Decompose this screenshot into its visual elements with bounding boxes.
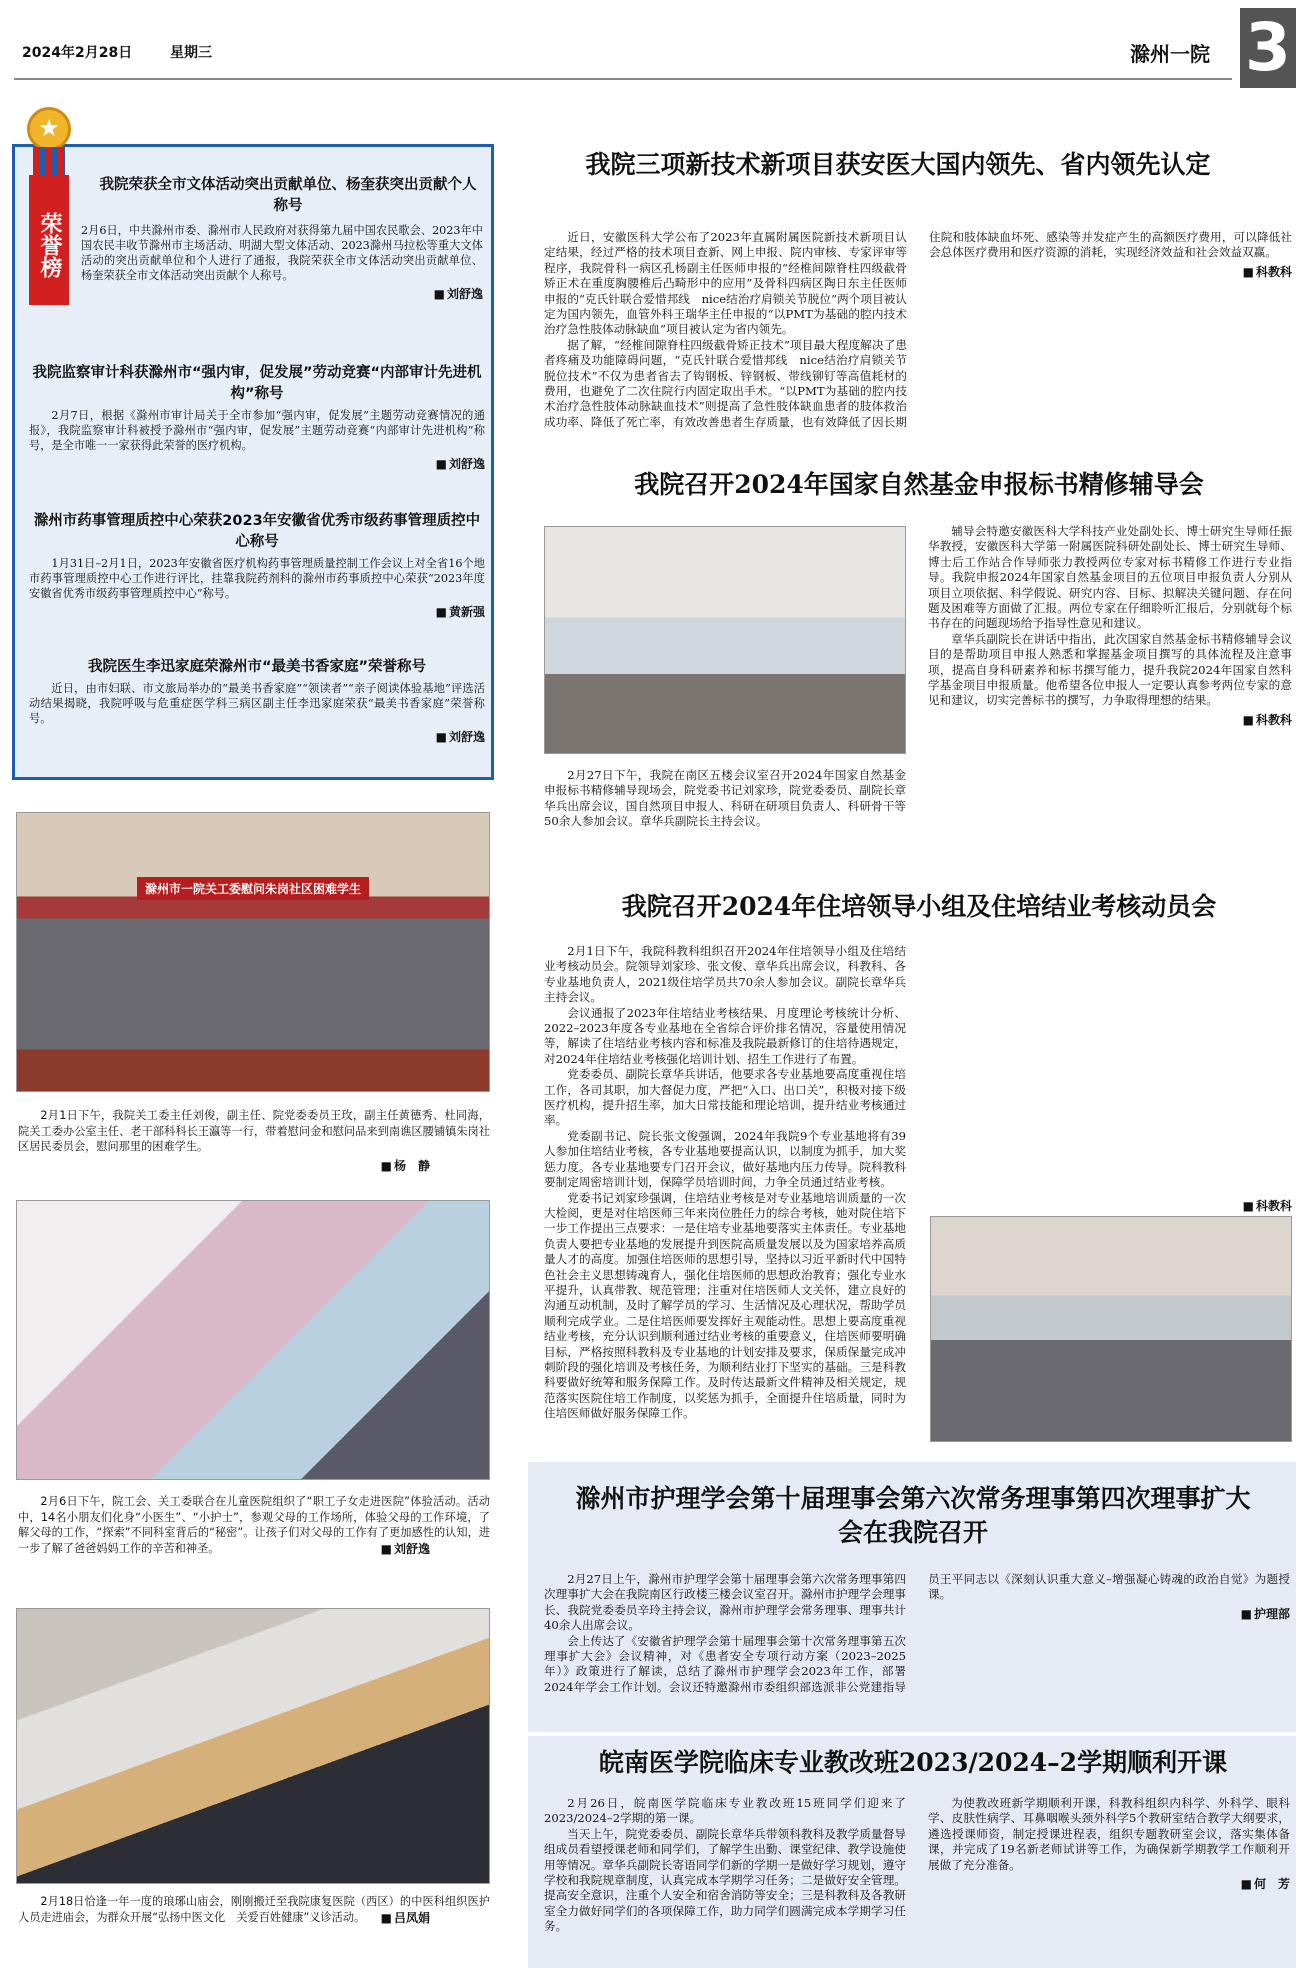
honor-item-text: 近日，由市妇联、市文旅局举办的“最美书香家庭”“领读者”“亲子阅读体验基地”评选活动结果揭晓，我院呼吸与危重症医学科三病区副主任李迅家庭荣获“最美书香家庭”荣誉称号。: [29, 682, 485, 725]
photo-caption-1: [18, 1108, 490, 1174]
photo-caption-author: ■ 刘舒逸: [18, 1540, 490, 1557]
honor-item-text: 2月6日，中共滁州市委、滁州市人民政府对获得第九届中国农民歌会、2023年中国农民丰收节滁州市主场活动、明湖大型文体活动、2023滁州马拉松等重大文体活动的突出贡献单位和个人进行了通报，我院荣获全市文体活动突出贡献单位、杨奎荣获全市文体活动突出贡献个人称号。: [81, 224, 483, 282]
article-body-training-left: [544, 944, 906, 1432]
photo-children-hospital: [16, 1200, 490, 1480]
header-rule: [14, 78, 1232, 80]
honor-item-1: [93, 175, 483, 220]
ribbon-icon: [33, 147, 65, 177]
honor-item-3: [29, 511, 485, 620]
article-body-nursing: [544, 1572, 1290, 1722]
honor-item-title: 我院荣获全市文体活动突出贡献单位、杨奎获突出贡献个人称号: [99, 177, 477, 214]
article-title-tech: 我院三项新技术新项目获安医大国内领先、省内领先认定: [585, 150, 1211, 179]
honor-item-author: ■ 刘舒逸: [29, 728, 485, 745]
honor-badge-label: 荣誉榜: [29, 175, 69, 305]
article-title-nsfc: 我院召开2024年国家自然基金申报标书精修辅导会: [634, 470, 1204, 499]
article-author: ■ 科教科: [929, 263, 1292, 280]
article-body-tech: [544, 230, 1292, 432]
article-nursing-box: [528, 1462, 1296, 1732]
photo-caption-author: ■ 吕凤娟: [18, 1909, 490, 1926]
honor-item-text: 2月7日，根据《滁州市审计局关于全市参加“强内审，促发展”主题劳动竞赛情况的通报》，我院监察审计科被授予滁州市“强内审，促发展”主题劳动竞赛“内部审计先进机构”称号，是全市唯一一家获得此荣誉的医疗机构。: [29, 409, 485, 452]
header-date: 2024年2月28日: [22, 45, 133, 61]
article-author: ■ 科教科: [928, 1197, 1292, 1214]
article-paragraph: 辅导会特邀安徽医科大学科技产业处副处长、博士研究生导师任振华教授，安徽医科大学第一附属医院科研处副处长、博士研究生导师、博士后工作站合作导师张力教授两位专家对标书精修工作进行专业指导。我院申报2024年国家自然基金项目的五位项目申报负责人分别从项目立项依据、科学假说、研究内容、目标、拟解决关键问题、存在问题及困难等方面做了汇报。两位专家在仔细聆听汇报后，分别就每个标书存在的问题现场给予指导性意见和建议。: [928, 524, 1292, 631]
article-paragraph: 当天上午，院党委委员、副院长章华兵带领科教科及教学质量督导组成员看望授课老师和同学们，了解学生出勤、课堂纪律、教学设施使用等情况。章华兵副院长寄语同学们新的学期一是做好学习规划，遵守学校和我院规章制度，认真完成本学期学习任务；二是做好安全管理。提高安全意识，注重个人安全和宿舍消防等安全；三是科教科及各教研室全力做好同学们的各项保障工作，助力同学们圆满完成本学期学习任务。: [544, 1826, 906, 1934]
article-paragraph: 近日，安徽医科大学公布了2023年直属附属医院新技术新项目认定结果，经过严格的技术项目查新、网上申报、院内审核、专家评审等程序，我院骨科一病区孔杨副主任医师申报的“经椎间隙脊柱四级截骨矫正术在重度胸腰椎后凸畸形中的应用”及骨科四病区陶日东主任医师申报的“克氏针联合爱惜邦线 nice结治疗肩锁关节脱位”两个项目被认定为国内领先，血管外科王瑞华主任申报的“以PMT为基础的腔内技术治疗急性肢体动脉缺血”项目被认定为省内领先。: [544, 230, 907, 337]
honor-item-1-body: [33, 223, 483, 302]
header-page-number: 3: [1240, 8, 1296, 88]
photo-caption-author: ■ 杨 静: [18, 1157, 490, 1174]
photo-community-visit: [16, 812, 490, 1092]
article-paragraph: 章华兵副院长在讲话中指出，此次国家自然基金标书精修辅导会议目的是帮助项目申报人熟悉和掌握基金项目撰写的具体流程及注意事项，提高自身科研素养和标书撰写能力，提升我院2024年国家自然科学基金项目申报质量。他希望各位申报人一定要认真参考两位专家的意见和建议，切实完善标书的撰写，力争取得理想的结果。: [928, 631, 1292, 708]
photo-training-meeting: [930, 1216, 1292, 1442]
article-paragraph: 为使教改班新学期顺利开课，科教科组织内科学、外科学、眼科学、皮肤性病学、耳鼻咽喉头颈外科学5个教研室结合教学大纲要求，遴选授课师资，制定授课进程表，组织专题教研室会议，落实集体备课，并完成了19名新老师试讲等工作，为确保新学期教学工作顺利开展做了充分准备。: [928, 1796, 1290, 1872]
article-paragraph: 党委副书记、院长张文俊强调，2024年我院9个专业基地将有39人参加住培结业考核，各专业基地要提高认识，以制度为抓手，加大奖惩力度。各专业基地要专门召开会议，做好基地内压力传导。院科教科要制定周密培训计划，保障学员培训时间，力争全员通过结业考核。: [544, 1128, 906, 1190]
honor-item-author: ■ 黄新强: [29, 603, 485, 620]
article-author: ■ 科教科: [928, 711, 1292, 728]
article-paragraph: 2月27日下午，我院在南区五楼会议室召开2024年国家自然基金申报标书精修辅导现场会，院党委书记刘家珍，院党委委员、副院长章华兵出席会议，国自然项目申报人、科研在研项目负责人、科研骨干等50余人参加会议。章华兵副院长主持会议。: [544, 768, 906, 829]
article-paragraph: 2月1日下午，我院科教科组织召开2024年住培领导小组及住培结业考核动员会。院领导刘家珍、张文俊、章华兵出席会议，科教科、各专业基地负责人，2021级住培学员共70余人参加会议。副院长章华兵主持会议。: [544, 944, 906, 1005]
photo-caption-2: [18, 1494, 490, 1557]
article-author: ■ 护理部: [928, 1605, 1290, 1622]
article-title-wannan: 皖南医学院临床专业教改班2023/2024–2学期顺利开课: [598, 1748, 1228, 1777]
article-title-training: 我院召开2024年住培领导小组及住培结业考核动员会: [621, 892, 1217, 921]
honor-box: [12, 114, 494, 780]
article-body-nsfc-left: [544, 768, 906, 860]
article-paragraph: 会上传达了《安徽省护理学会第十届理事会第十次常务理事第五次理事扩大会》会议精神，对《患者安全专项行动方案（2023–2025年）》政策进行了解读，总结了滁州市护理学会2023年工作，部署2024年学会工作计划。会议还特邀滁州市委组织部选派非公党建指导员王平同志以《深刻认识重大意义–增强凝心铸魂的政治自觉》为题授课。: [544, 1572, 1290, 1694]
honor-item-author: ■ 刘舒逸: [29, 455, 485, 472]
photo-temple-fair: [16, 1608, 490, 1884]
article-paragraph: 党委书记刘家珍强调，住培结业考核是对专业基地培训质量的一次大检阅，更是对住培医师三年来岗位胜任力的综合考核，她对院住培下一步工作提出三点要求：一是住培专业基地要落实主体责任。专业基地负责人要把专业基地的发展提升到医院高质量发展以及为国家培养高质量人才的高度。加强住培医师的思想引导，坚持以习近平新时代中国特色社会主义思想铸魂育人，强化住培医师的思想政治教育；强化专业水平提升，认真带教、规范管理；注重对住培医师人文关怀，建立良好的沟通互动机制，及时了解学员的学习、生活情况及心理状况，帮助学员顺利完成学业。二是住培医师要发挥好主观能动性。思想上要高度重视结业考核，充分认识到顺利通过结业考核的重要意义，住培医师要明确目标，严格按照科教科及专业基地的计划安排及要求，保质保量完成冲刺阶段的强化培训及考核任务，为顺利结业打下坚实的基础。三是科教科要做好统筹和服务保障工作。及时传达最新文件精神及相关规定，规范落实医院住培工作制度，以奖惩为抓手，全面提升住培质量，同时为住培医师做好服务保障工作。: [544, 1190, 906, 1421]
article-author: ■ 何 芳: [928, 1875, 1290, 1892]
medal-icon: ★: [27, 107, 71, 151]
article-paragraph: 会议通报了2023年住培结业考核结果、月度理论考核统计分析、2022–2023年度各专业基地在全省综合评价排名情况，容量使用情况等，解读了住培结业考核内容和标准及我院最新修订的住培待遇规定，对2024年住培结业考核强化培训计划、招生工作进行了布置。: [544, 1005, 906, 1066]
honor-item-title: 我院监察审计科获滁州市“强内审，促发展”劳动竞赛“内部审计先进机构”称号: [32, 365, 482, 402]
photo-caption-text: 2月1日下午，我院关工委主任刘俊，副主任、院党委委员王玫，副主任黄德秀、杜同海，院关工委办公室主任、老干部科科长王瀛等一行，带着慰问金和慰问品来到南谯区腰铺镇朱岗社区居民委员会，慰问那里的困难学生。: [18, 1109, 490, 1154]
photo-caption-text: 2月6日下午，院工会、关工委联合在儿童医院组织了“职工子女走进医院”体验活动。活动中，14名小朋友们化身“小医生”、“小护士”，参观父母的工作场所，体验父母的工作环境，了解父母的工作，“探索”不同科室背后的“秘密”。让孩子们对父母的工作有了更加感性的认知，进一步了解了爸爸妈妈工作的辛苦和神圣。: [18, 1495, 490, 1555]
honor-item-2: [29, 363, 485, 472]
honor-item-text: 1月31日–2月1日，2023年安徽省医疗机构药事管理质量控制工作会议上对全省16个地市药事管理质控中心工作进行评比，挂靠我院药剂科的滁州市药事质控中心荣获“2023年度安徽省优秀市级药事管理质控中心”称号。: [29, 557, 485, 600]
honor-item-author: ■ 刘舒逸: [33, 285, 483, 302]
header-weekday: 星期三: [170, 45, 212, 61]
header-paper-name: 滁州一院: [1130, 42, 1210, 66]
article-wannan-box: [528, 1736, 1296, 1968]
honor-item-title: 我院医生李迅家庭荣滁州市“最美书香家庭”荣誉称号: [87, 659, 427, 675]
article-paragraph: 据了解，“经椎间隙脊柱四级截骨矫正技术”项目最大程度解决了患者疼痛及功能障碍问题，“克氏针联合爱惜邦线 nice结治疗肩锁关节脱位技术”不仅为患者省去了钩钢板、锌钢板、带线铆钉等高值耗材的费用，也避免了二次住院行内固定取出手术。“以PMT为基础的腔内技术治疗急性肢体动脉缺血技术”则提高了急性肢体缺血患者的肢体救治成功率、降低了死亡率，有效改善患者生存质量，也有效降低了因长期住院和肢体缺血坏死、感染等并发症产生的高额医疗费用，可以降低社会总体医疗费用和医疗资源的消耗，实现经济效益和社会效益双赢。: [544, 230, 1292, 429]
page-header: [0, 0, 1300, 88]
article-body-wannan: [544, 1796, 1290, 1964]
photo-caption-text: 2月18日恰逢一年一度的琅琊山庙会，刚刚搬迁至我院康复医院（西区）的中医科组织医护人员走进庙会，为群众开展“弘扬中医文化 关爱百姓健康”义诊活动。: [18, 1895, 490, 1924]
honor-item-4: [29, 657, 485, 745]
article-body-training-right: [928, 944, 1292, 1214]
article-paragraph: 党委委员、副院长章华兵讲话，他要求各专业基地要高度重视住培工作，各司其职，加大督促力度，严把“入口、出口关”，积极对接下级医疗机构，提升招生率，加大日常技能和理论培训，提升结业考核通过率。: [544, 1067, 906, 1128]
honor-item-title: 滁州市药事管理质控中心荣获2023年安徽省优秀市级药事管理质控中心称号: [33, 513, 481, 550]
article-paragraph: 2月27日上午，滁州市护理学会第十届理事会第六次常务理事第四次理事扩大会在我院南区行政楼三楼会议室召开。滁州市护理学会理事长、我院党委委员辛玲主持会议，滁州市护理学会常务理事、理事共计40余人出席会议。: [544, 1572, 906, 1633]
article-body-nsfc-right: [928, 524, 1292, 850]
photo-caption-3: [18, 1894, 490, 1926]
article-paragraph: 2月26日，皖南医学院临床专业教改班15班同学们迎来了2023/2024–2学期的第一课。: [544, 1796, 906, 1826]
article-title-nursing: 滁州市护理学会第十届理事会第六次常务理事第四次理事扩大会在我院召开: [575, 1484, 1251, 1547]
photo-nsfc-meeting: [544, 526, 906, 754]
photo-banner-text: 滁州市一院关工委慰问朱岗社区困难学生: [137, 877, 369, 900]
